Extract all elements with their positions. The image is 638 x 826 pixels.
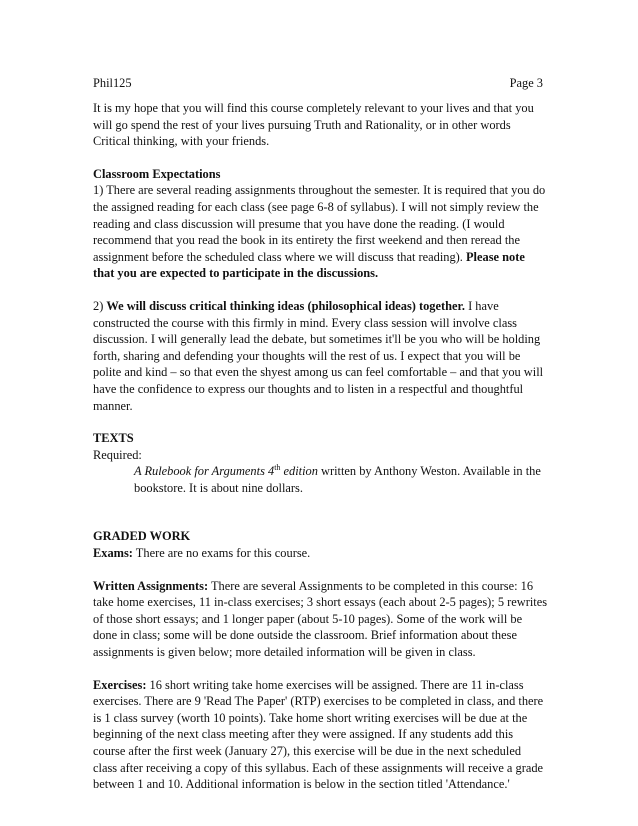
section-heading-graded-work: GRADED WORK bbox=[93, 529, 191, 544]
written-assignments-paragraph: Written Assignments: There are several Assignments to be completed in this course: 16 take home exercises, 11 in-class exercises; 3 short essays (each about 2-5 pages); 5 rewrites of those short essays; and 1 longer paper (about 5-10 pages). Some of the work will be done in class; some will be done outside the classroom. Brief information about these assignments is given below; more detailed information will be given in class. bbox=[93, 578, 548, 660]
intro-paragraph: It is my hope that you will find this course completely relevant to your lives and that you will go spend the rest of your lives pursuing Truth and Rationality, or in other words Critical thinking, with your friends. bbox=[93, 101, 534, 149]
page-number: Page 3 bbox=[509, 76, 543, 90]
section-heading-texts: TEXTS bbox=[93, 431, 134, 446]
required-label: Required: bbox=[93, 447, 142, 462]
exercises-paragraph: Exercises: 16 short writing take home exercises will be assigned. There are 11 in-class exercises. There are 9 'Read The Paper' (RTP) exercises to be completed in class, and there is 1 class survey (worth 10 points). Take home short writing exercises will be due at the beginning of the next class meeting after they were assigned. If any students add this course after the first week (January 27), this exercise will be due in the next scheduled class after receiving a copy of this syllabus. Each of these assignments will receive a grade between 1 and 10. Additional information is below in the section titled 'Attendance.' bbox=[93, 677, 544, 792]
expectation-paragraph-2: 2) We will discuss critical thinking ideas (philosophical ideas) together. I have constructed the course with this firmly in mind. Every class session will involve class discussion. I will generally lead the debate, but sometimes it'll be you who will be holding forth, sharing and defending your thoughts will the rest of us. I expect that you will be polite and kind – so that even the shyest among us can feel comfortable – and that you will have the confidence to express our thoughts and to listen in a respectful and thoughtful manner. bbox=[93, 298, 544, 413]
exams-paragraph: Exams: There are no exams for this course. bbox=[93, 546, 311, 561]
course-code: Phil125 bbox=[93, 76, 132, 90]
expectation-paragraph-1: 1) There are several reading assignments throughout the semester. It is required that you do the assigned reading for each class (see page 6-8 of syllabus). I will not simply review the reading and class discussion will presume that you have done the reading. (I would recommend that you read the book in its entirety the first weekend and then reread the assignment before the scheduled class where we will discuss that reading). Please note that you are expected to participate in the discussions. bbox=[93, 183, 546, 281]
page-content bbox=[93, 100, 548, 793]
section-heading-expectations: Classroom Expectations bbox=[93, 166, 221, 181]
required-book: A Rulebook for Arguments 4th edition written by Anthony Weston. Available in the bookstore. It is about nine dollars. bbox=[134, 463, 541, 495]
page-header bbox=[93, 75, 543, 92]
